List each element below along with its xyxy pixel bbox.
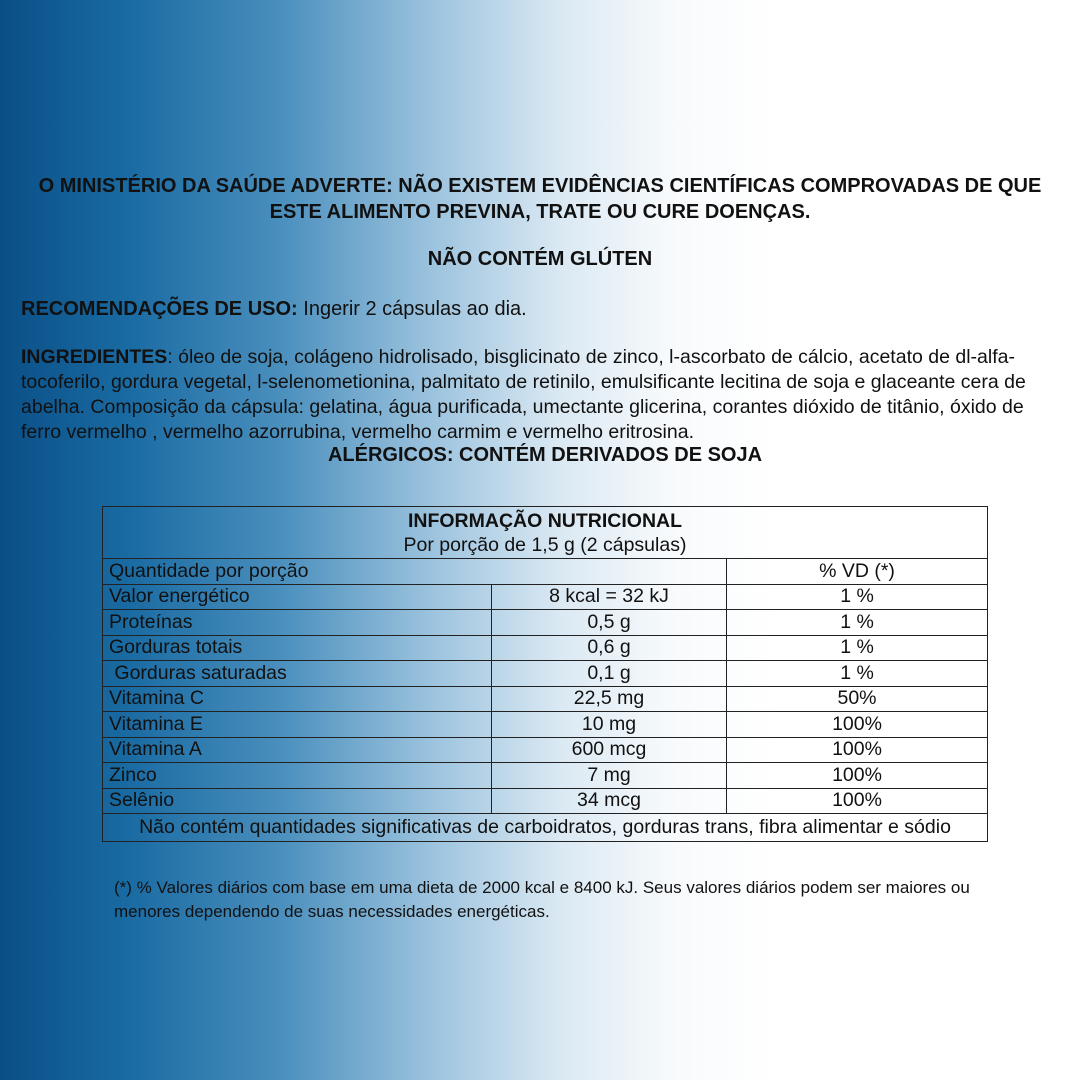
ingredients-label: INGREDIENTES bbox=[21, 346, 168, 368]
nutrition-portion: Por porção de 1,5 g (2 cápsulas) bbox=[403, 534, 687, 556]
nutrient-amount: 0,1 g bbox=[492, 661, 727, 687]
daily-values-footnote: (*) % Valores diários com base em uma dieta de 2000 kcal e 8400 kJ. Seus valores diários podem ser maiores ou menores dependendo de suas necessidades energéticas. bbox=[114, 878, 970, 921]
nutrition-title: INFORMAÇÃO NUTRICIONAL bbox=[407, 510, 683, 532]
nutrient-name: Valor energético bbox=[103, 584, 492, 610]
nutrient-name: Proteínas bbox=[103, 610, 492, 636]
table-row bbox=[103, 610, 988, 636]
nutrient-name: Zinco bbox=[103, 763, 492, 789]
nutrient-daily-value: 100% bbox=[727, 737, 988, 763]
nutrient-daily-value: 100% bbox=[727, 712, 988, 738]
daily-value-header: % VD (*) bbox=[727, 559, 988, 585]
ingredients-text: : óleo de soja, colágeno hidrolisado, bisglicinato de zinco, l-ascorbato de cálcio, acetato de dl-alfa-tocoferilo, gordura vegetal, l-selenometionina, palmitato de retinilo, emulsificante lecitina de soja e glaceante cera de abelha. Composição da cápsula: gelatina, água purificada, umectante glicerina, corantes dióxido de titânio, óxido de ferro vermelho , vermelho azorrubina, vermelho carmim e vermelho eritrosina. bbox=[21, 346, 1026, 443]
nutrient-amount: 0,6 g bbox=[492, 635, 727, 661]
nutrient-daily-value: 100% bbox=[727, 788, 988, 814]
nutrient-name: Gorduras saturadas bbox=[103, 661, 492, 687]
table-row bbox=[103, 788, 988, 814]
usage-recommendation bbox=[0, 297, 1080, 321]
nutrient-amount: 34 mcg bbox=[492, 788, 727, 814]
nutrition-note: Não contém quantidades significativas de carboidratos, gorduras trans, fibra alimentar e sódio bbox=[103, 814, 988, 842]
quantity-per-portion-header: Quantidade por porção bbox=[103, 559, 727, 585]
nutrient-amount: 0,5 g bbox=[492, 610, 727, 636]
nutrient-name: Vitamina A bbox=[103, 737, 492, 763]
nutrition-header-cell bbox=[103, 507, 988, 559]
nutrient-daily-value: 1 % bbox=[727, 584, 988, 610]
nutrient-amount: 10 mg bbox=[492, 712, 727, 738]
nutrient-amount: 22,5 mg bbox=[492, 686, 727, 712]
nutrient-amount: 600 mcg bbox=[492, 737, 727, 763]
nutrient-name: Vitamina E bbox=[103, 712, 492, 738]
nutrient-amount: 8 kcal = 32 kJ bbox=[492, 584, 727, 610]
health-ministry-warning: O MINISTÉRIO DA SAÚDE ADVERTE: NÃO EXISTEM EVIDÊNCIAS CIENTÍFICAS COMPROVADAS DE QUE ESTE ALIMENTO PREVINA, TRATE OU CURE DOENÇAS. bbox=[38, 175, 1042, 223]
table-row bbox=[103, 763, 988, 789]
table-row bbox=[103, 737, 988, 763]
table-row bbox=[103, 635, 988, 661]
table-row bbox=[103, 661, 988, 687]
nutrition-note-row bbox=[103, 814, 988, 842]
usage-recommendation-text: Ingerir 2 cápsulas ao dia. bbox=[297, 298, 527, 320]
nutrient-name: Vitamina C bbox=[103, 686, 492, 712]
nutrient-daily-value: 100% bbox=[727, 763, 988, 789]
nutrient-daily-value: 50% bbox=[727, 686, 988, 712]
nutrient-amount: 7 mg bbox=[492, 763, 727, 789]
nutrient-daily-value: 1 % bbox=[727, 661, 988, 687]
gluten-statement: NÃO CONTÉM GLÚTEN bbox=[427, 248, 653, 270]
table-row bbox=[103, 712, 988, 738]
nutrient-name: Selênio bbox=[103, 788, 492, 814]
nutrition-column-header-row bbox=[103, 559, 988, 585]
ingredients-paragraph bbox=[0, 345, 1080, 445]
table-row bbox=[103, 584, 988, 610]
nutrient-daily-value: 1 % bbox=[727, 635, 988, 661]
allergens-statement: ALÉRGICOS: CONTÉM DERIVADOS DE SOJA bbox=[327, 444, 763, 466]
usage-recommendation-label: RECOMENDAÇÕES DE USO: bbox=[21, 298, 298, 320]
nutrient-name: Gorduras totais bbox=[103, 635, 492, 661]
nutrition-header-row bbox=[103, 507, 988, 559]
table-row bbox=[103, 686, 988, 712]
nutrient-daily-value: 1 % bbox=[727, 610, 988, 636]
nutrition-facts-table bbox=[102, 506, 988, 842]
